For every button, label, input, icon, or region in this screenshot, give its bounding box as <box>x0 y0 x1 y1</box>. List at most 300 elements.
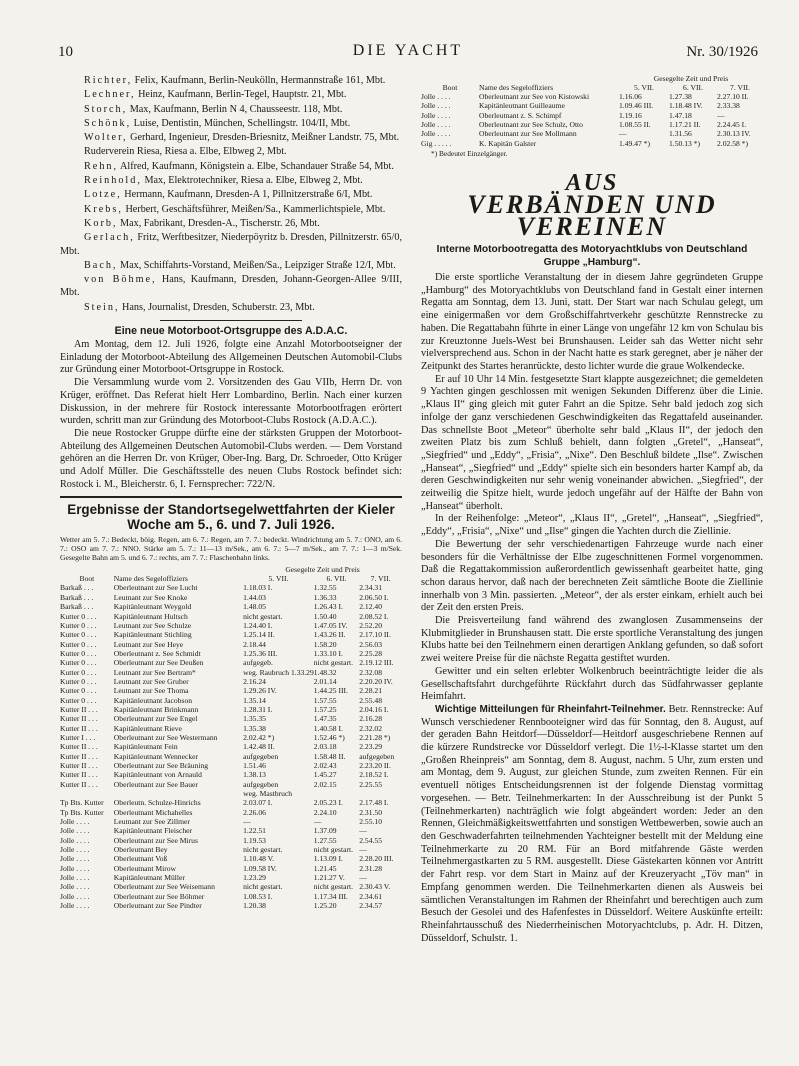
results-section <box>60 502 402 910</box>
time-day1: nicht gestart. <box>243 611 283 621</box>
col-officer: Name des Segeloffiziers <box>479 83 554 92</box>
regatta-paragraph: Die Bewertung der sehr verschiedenartigen Fahrzeuge wurde nach einer besonders für die Verhältnisse der Elbe zugeschnittenen Formel vorgenommen. Daß die Regattakommission außerordentlich gewissenhaft gearbeitet hatte, ging schon daraus hervor, daß nach der berechneten Zeit sämtliche Boote die Ziellinie innerhalb von 3 Min. passierten. „Meteor“, der als erster einkam, erhielt auch bei der Zeit den ersten Preis. <box>421 538 763 614</box>
boat-class: Kutter II . . . <box>60 723 98 733</box>
time-day2: 1.40.58 I. <box>313 723 343 733</box>
time-day1: 1.42.48 II. <box>243 742 275 752</box>
time-day2: 1.57.55 <box>313 695 337 705</box>
officer-name: Kapitänleutnant Weygold <box>113 602 192 612</box>
member-name: Storch, <box>84 103 128 115</box>
table-row <box>60 602 402 611</box>
time-day1: 1.18.03 I. <box>243 583 273 593</box>
time-day1: 1.35.38 <box>243 723 266 733</box>
time-day2: 1.13.09 I. <box>313 854 343 864</box>
left-column <box>60 74 402 911</box>
table-row <box>421 139 763 148</box>
boat-class: Kutter II . . . <box>60 770 98 780</box>
time-day3: 2.17.10 II. <box>359 630 391 640</box>
table-row <box>60 583 402 592</box>
table-row <box>60 882 402 891</box>
boat-class: Kutter 0 . . . <box>60 676 97 686</box>
time-day2: 1.48.32 <box>313 667 337 677</box>
table-row <box>60 761 402 770</box>
time-day2: 1.21.45 <box>313 863 337 873</box>
regatta-heading-line: Gruppe „Hamburg“. <box>543 256 641 268</box>
publication-title: DIE YACHT <box>352 42 464 59</box>
regatta-heading <box>421 244 763 269</box>
boat-class: Kutter II . . . <box>60 714 98 724</box>
regatta-heading-line: Interne Motorbootregatta des Motoryachtklubs von Deutschland <box>436 244 748 256</box>
time-day2: 1.57.25 <box>313 704 337 714</box>
col-day3: 7. VII. <box>370 574 391 584</box>
member-name: Korb, <box>84 217 118 229</box>
boat-class: Gig . . . . . <box>421 138 452 148</box>
member-entry <box>60 160 402 173</box>
issue-number: Nr. 30/1926 <box>686 44 758 60</box>
table-row <box>60 668 402 677</box>
table-row <box>60 845 402 854</box>
officer-name: Oberleutnant Bey <box>113 845 168 855</box>
table-row <box>60 640 402 649</box>
boat-class: Jolle . . . . <box>60 891 90 901</box>
time-day1: 1.19.16 <box>619 110 642 120</box>
boat-class: Jolle . . . . <box>60 854 90 864</box>
officer-name: Leutnant zur See Gruber <box>113 676 189 686</box>
member-details: Max, Elektrotechniker, Riesa a. Elbe, Elbweg 2, Mbt. <box>141 175 363 187</box>
member-entry <box>60 231 402 258</box>
boat-class: Barkaß . . . <box>60 583 94 593</box>
member-details: Gerhard, Ingenieur, Dresden-Briesnitz, Meißner Landstr. 75, Mbt. <box>127 132 400 144</box>
regatta-paragraph: Gewitter und ein selten erlebter Wolkenbruch beeinträchtigte leider die als Gesellschaftsfahrt durchgeführte Rückfahrt durch das Südfahrwasser geplante Heimfahrt. <box>421 665 763 703</box>
table-row <box>60 789 402 798</box>
officer-name: Kapitänleutnant Guilleaume <box>479 101 565 111</box>
officer-name: Oberleutnant Mirow <box>113 863 177 873</box>
boat-class: Kutter 0 . . . <box>60 667 97 677</box>
member-name: von Böhme, <box>84 274 157 286</box>
boat-class: Kutter 0 . . . <box>60 611 97 621</box>
time-day1: 1.24.40 I. <box>243 620 273 630</box>
time-day3: 2.04.16 I. <box>359 704 389 714</box>
time-day1: aufgegeb. <box>243 658 273 668</box>
table-row <box>421 129 763 138</box>
time-day1: 2.02.42 *) <box>243 732 275 742</box>
table-row <box>60 705 402 714</box>
time-day2: 1.43.26 II. <box>313 630 346 640</box>
officer-name: Kapitänleutnant Müller <box>113 873 185 883</box>
time-day3: 2.20.20 IV. <box>359 676 393 686</box>
member-entry <box>60 131 402 144</box>
time-day1: 2.18.44 <box>243 639 266 649</box>
results-title-line: Ergebnisse der Standortsegelwettfahrten der Kieler <box>67 502 395 518</box>
member-details: Fritz, Werftbesitzer, Niederpöyritz b. Dresden, Pillnitzerstr. 65/0, Mbt. <box>60 232 402 257</box>
time-day3: 2.28.20 III. <box>359 854 394 864</box>
member-entry <box>60 74 402 87</box>
table-row <box>421 120 763 129</box>
section-banner <box>421 170 763 242</box>
member-entry <box>60 301 402 314</box>
time-day2: 2.01.14 <box>313 676 337 686</box>
member-entry <box>60 259 402 272</box>
member-name: Wolter, <box>84 132 128 144</box>
member-name: Lechner, <box>84 89 136 101</box>
time-day1: 1.10.48 V. <box>243 854 275 864</box>
time-day1: 1.38.13 <box>243 770 266 780</box>
time-day2: 1.47.18 <box>669 110 692 120</box>
boat-class: Kutter II . . . <box>60 779 98 789</box>
time-day2: 2.24.10 <box>313 807 337 817</box>
officer-name: Oberleutnant Michahelles <box>113 807 193 817</box>
col-boat: Boot <box>79 574 95 584</box>
time-day3: 2.32.02 <box>359 723 382 733</box>
time-day3: 2.21.28 *) <box>359 732 391 742</box>
boat-class: Kutter 0 . . . <box>60 695 97 705</box>
boat-class: Jolle . . . . <box>60 826 90 836</box>
officer-name: Oberleutnant zur See Bauer <box>113 779 198 789</box>
officer-name: Oberleutnant z. See Schmidt <box>113 648 201 658</box>
table-row <box>60 630 402 639</box>
time-day3: — <box>359 826 367 836</box>
results-table-continued <box>421 74 763 148</box>
time-day2: 1.36.33 <box>313 592 337 602</box>
boat-class: Jolle . . . . <box>60 845 90 855</box>
member-name: Lotze, <box>84 189 122 201</box>
boat-class: Jolle . . . . <box>60 901 90 911</box>
time-day3: 2.25.55 <box>359 779 382 789</box>
table-row <box>60 836 402 845</box>
time-day1: 1.20.38 <box>243 901 266 911</box>
time-day1: 2.26.06 <box>243 807 266 817</box>
adac-paragraph: Die Versammlung wurde vom 2. Vorsitzenden des Gau VIIb, Herrn Dr. von Krüger, eröffnet. Das Referat hielt Herr Lombardino, Berlin. Nach einer kurzen Diskussion, in der mehrere für Rostock interessante Motorbootfragen erörtert wurden, schritt man zur Gründung des Motorboot-Clubs Rostock (A.D.A.C.). <box>60 377 402 427</box>
time-day2: 2.02.15 <box>313 779 337 789</box>
time-day2: 1.50.13 *) <box>669 138 701 148</box>
member-entry <box>60 117 402 130</box>
regatta-paragraph: Die erste sportliche Veranstaltung der in diesem Jahre gegründeten Gruppe „Hamburg“ des Motoryachtklubs von Deutschland fand in Gestalt einer internen Regatta am Sonntag, dem 13. Juni, statt. Der Start war nach Schulau gelegt, um eine einigermaßen vor dem Großschiffahrtverkehr geschützte Rennstrecke zu haben. Die Regattabahn führte in einer Länge von ungefähr 12 km von Schulau bis zur Kreuztonne Juels-West bei Brunshausen. Leider sah das Wetter nicht sehr vielversprechend aus. Schon in der Nacht hatte es stark geregnet, aber je näher der Zeitpunkt des Startes heranrückte, desto lichter wurde die graue Wolkendecke. <box>421 272 763 372</box>
boat-class: Tp Bts. Kutter <box>60 807 104 817</box>
table-row <box>421 111 763 120</box>
officer-name: Leutnant zur See Zillmer <box>113 817 190 827</box>
officer-name: Oberleutnant zur See Mirus <box>113 835 198 845</box>
time-day2: 1.17.21 II. <box>669 120 701 130</box>
table-row <box>60 798 402 807</box>
boat-class: Kutter II . . . <box>60 751 98 761</box>
time-day3: 2.27.10 II. <box>717 92 749 101</box>
officer-name: Leutnant zur See Knoke <box>113 592 188 602</box>
boat-class: Barkaß . . . <box>60 602 94 612</box>
table-row <box>60 742 402 751</box>
time-day2: 1.33.10 I. <box>313 648 343 658</box>
boat-class: Kutter 0 . . . <box>60 658 97 668</box>
adac-paragraph: Am Montag, dem 12. Juli 1926, folgte eine Anzahl Motorbootseigner der Einladung der Motorboot-Abteilung des Allgemeinen Deutschen Automobil-Clubs zur Gründung einer Motorboot-Ortsgruppe in Rostock. <box>60 339 402 376</box>
time-day1: 1.08.53 I. <box>243 891 273 901</box>
time-day3: 2.06.50 I. <box>359 592 389 602</box>
time-day3: 2.55.10 <box>359 817 382 827</box>
time-day1: 1.22.51 <box>243 826 266 836</box>
table-row <box>60 873 402 882</box>
adac-article <box>60 325 402 491</box>
time-day2: 1.27.55 <box>313 835 337 845</box>
time-day3: 2.25.28 <box>359 648 382 658</box>
weather-report: Wetter am 5. 7.: Bedeckt, böig. Regen, am 6. 7.: Regen, am 7. 7.: bedeckt. Windrichtung am 5. 7.: ONO, am 6. 7.: OSO am 7. 7.: NNO. Stärke am 5. 7.: 11—13 m/Sek., am 6. 7.: 5—7 m/Sek., am 7. 7.: 1—3 m/Sek. Gesegelte Bahn am 5. und 6. 7.: rechts, am 7. 7.: Flaschenbahn links. <box>60 535 402 563</box>
member-entry <box>60 88 402 101</box>
adac-paragraph: Die neue Rostocker Gruppe dürfte eine der stärksten Gruppen der Motorboot-Abteilung des Allgemeinen Deutschen Automobil-Clubs werden. — Dem Vorstand gehören an die Herren Dr. von Krüger, Ober-Ing. Barg, Dr. Schroeder, Otto Krüger und Adolf Müller. Die Geschäftsstelle des neuen Clubs Rostock befindet sich: Rostock i. M., Bleicherstr. 6, I. Fernsprecher: 722/N. <box>60 427 402 490</box>
table-row <box>60 826 402 835</box>
table-row <box>60 686 402 695</box>
time-day3: 2.28.21 <box>359 686 382 696</box>
time-day3: 2.02.58 *) <box>717 138 749 148</box>
time-day3: 2.56.03 <box>359 639 382 649</box>
time-day2: 1.52.46 *) <box>313 732 345 742</box>
time-day3: 2.32.08 <box>359 667 382 677</box>
table-row <box>60 808 402 817</box>
time-day3: 2.24.45 I. <box>717 120 747 130</box>
rheinfahrt-paragraph <box>421 704 763 945</box>
officer-name: Oberleutnant zur See Weisemann <box>113 882 215 892</box>
boat-class: Kutter II . . . <box>60 742 98 752</box>
time-day1: nicht gestart. <box>243 845 283 855</box>
time-day1: weg. Mastbruch <box>243 789 293 799</box>
member-entry <box>60 145 402 158</box>
time-day2: nicht gestart. <box>313 845 354 855</box>
time-day2: 1.25.20 <box>313 901 337 911</box>
time-day3: 2.33.38 <box>717 101 740 111</box>
time-day2: 1.32.55 <box>313 583 337 593</box>
boat-class: Jolle . . . . <box>60 835 90 845</box>
officer-name: Kapitänleutnant Rieve <box>113 723 182 733</box>
officer-name: Oberleutnant zur See Engel <box>113 714 198 724</box>
time-day2: 1.44.25 III. <box>313 686 348 696</box>
member-name: Richter, <box>84 75 133 86</box>
table-row <box>60 892 402 901</box>
time-day1: 1.35.35 <box>243 714 266 724</box>
table-row <box>60 714 402 723</box>
table-row <box>60 724 402 733</box>
boat-class: Kutter II . . . <box>60 704 98 714</box>
member-details: Max, Schiffahrts-Vorstand, Meißen/Sa., Leipziger Straße 12/I, Mbt. <box>117 259 396 271</box>
officer-name: Oberleutnant zur See Pindter <box>113 901 202 911</box>
time-day2 <box>314 789 359 798</box>
divider <box>60 496 402 498</box>
time-day3 <box>359 789 402 798</box>
results-title-line: Woche am 5., 6. und 7. Juli 1926. <box>127 517 335 533</box>
time-day1: weg. Raubruch 1.33.29 <box>243 667 314 677</box>
member-name: Reinhold, <box>84 175 142 187</box>
time-day3: 2.12.40 <box>359 602 382 612</box>
time-day3: — <box>359 873 367 883</box>
time-day1: 2.03.07 I. <box>243 798 273 808</box>
time-day3: — <box>717 110 725 120</box>
table-footnote: *) Bedeutet Einzelgänger. <box>431 149 508 159</box>
time-prize-header: Gesegelte Zeit und Preis <box>285 565 360 575</box>
table-row <box>60 649 402 658</box>
regatta-paragraph: In der Reihenfolge: „Meteor“, „Klaus II“, „Gretel“, „Hanseat“, „Siegfried“, „Eddy“, „Frisia“, „Nixe“ und „Ilse“ gingen die Yachten durch die Ziellinie. <box>421 513 763 538</box>
time-day2: 1.17.34 III. <box>313 891 348 901</box>
time-day1: 2.16.24 <box>243 676 266 686</box>
boat-class: Jolle . . . . <box>60 882 90 892</box>
member-name: Schönk, <box>84 117 132 129</box>
time-day2: 1.31.56 <box>669 129 692 139</box>
officer-name: Oberleutnant zur See Westermann <box>113 732 218 742</box>
officer-name: Kapitänleutnant Jacobson <box>113 695 193 705</box>
time-day1: 1.23.29 <box>243 873 266 883</box>
member-details: Luise, Dentistin, München, Schellingstr. 104/II, Mbt. <box>131 117 351 129</box>
col-officer: Name des Segeloffiziers <box>113 574 188 584</box>
member-name: Rehn, <box>84 160 119 172</box>
time-day3: 2.23.29 <box>359 742 382 752</box>
time-day2: 1.21.27 V. <box>313 873 345 883</box>
divider <box>160 320 302 321</box>
section-banner-line: VERBÄNDEN UND VEREINEN <box>467 190 717 242</box>
table-row <box>60 696 402 705</box>
results-table <box>60 565 402 910</box>
time-day3: 2.19.12 III. <box>359 658 394 668</box>
time-day1: 1.49.47 *) <box>619 138 651 148</box>
member-entry <box>60 203 402 216</box>
officer-name: Kapitänleutnant Brinkmann <box>113 704 199 714</box>
member-name: Krebs, <box>84 203 123 215</box>
table-row <box>60 901 402 910</box>
member-name: Bach, <box>84 259 118 271</box>
time-day2: 1.37.09 <box>313 826 337 836</box>
time-day3: 2.52.20 <box>359 620 382 630</box>
boat-class: Kutter 0 . . . <box>60 639 97 649</box>
time-day3: — <box>359 845 367 855</box>
time-day1: 1.19.53 <box>243 835 266 845</box>
time-day1: — <box>243 817 251 827</box>
time-day3: 2.34.61 <box>359 891 382 901</box>
time-day1: 1.08.55 II. <box>619 120 651 130</box>
time-day3: 2.54.55 <box>359 835 382 845</box>
officer-name: Kapitänleutnant von Arnauld <box>113 770 202 780</box>
time-day3: 2.08.52 I. <box>359 611 389 621</box>
boat-class: Jolle . . . . <box>421 110 451 120</box>
right-column <box>421 74 763 945</box>
time-day3: 2.16.28 <box>359 714 382 724</box>
member-details: Heinz, Kaufmann, Berlin-Tegel, Hauptstr. 21, Mbt. <box>135 89 347 101</box>
officer-name <box>114 789 243 798</box>
officer-name: Kapitänleutnant Hultsch <box>113 611 188 621</box>
col-day1: 5. VII. <box>268 574 289 584</box>
boat-class: Jolle . . . . <box>421 129 451 139</box>
time-day2: 1.58.48 II. <box>313 751 346 761</box>
time-day1: 1.48.05 <box>243 602 266 612</box>
results-title <box>60 502 402 532</box>
time-day1: 1.51.46 <box>243 761 266 771</box>
col-day2: 6. VII. <box>683 83 703 92</box>
officer-name: K. Kapitän Galster <box>479 138 537 148</box>
officer-name: Leutnant zur See Thoma <box>113 686 189 696</box>
table-row <box>60 621 402 630</box>
rheinfahrt-heading: Wichtige Mitteilungen für Rheinfahrt-Teilnehmer. <box>435 703 666 715</box>
boat-class: Jolle . . . . <box>421 120 451 130</box>
boat-class: Kutter 0 . . . <box>60 620 97 630</box>
officer-name: Oberleutnant zur See von Kistowski <box>479 92 590 101</box>
time-day1: 1.28.31 I. <box>243 704 273 714</box>
time-day3: 2.18.52 I. <box>359 770 389 780</box>
table-row <box>60 593 402 602</box>
time-day2: nicht gestart. <box>313 658 354 668</box>
member-entry <box>60 273 402 300</box>
officer-name: Kapitänleutnant Fein <box>113 742 178 752</box>
member-details: Herbert, Geschäftsführer, Meißen/Sa., Kammerlichtspiele, Mbt. <box>122 203 386 215</box>
time-day2: 1.58.20 <box>313 639 337 649</box>
member-details: Ruderverein Riesa, Riesa a. Elbe, Elbweg 2, Mbt. <box>84 146 287 158</box>
time-day3: 2.55.48 <box>359 695 382 705</box>
table-row <box>60 817 402 826</box>
member-details: Max, Fabrikant, Dresden-A., Tischerstr. 26, Mbt. <box>117 217 320 229</box>
member-entry <box>60 188 402 201</box>
time-day1: aufgegeben <box>243 751 279 761</box>
time-day2: 1.50.40 <box>313 611 337 621</box>
page-header <box>58 40 758 64</box>
officer-name: Oberleutnant zur See Mollmann <box>479 129 577 139</box>
officer-name: Kapitänleutnant Fleischer <box>113 826 193 836</box>
officer-name: Oberleutnant Voß <box>113 854 168 864</box>
table-row <box>60 770 402 779</box>
time-day2: 1.18.48 IV. <box>669 101 703 111</box>
table-row <box>421 92 763 101</box>
regatta-paragraph: Die Preisverteilung fand während des zwanglosen Zusammenseins der Klubmitglieder in Brunshausen statt. Die erste sportliche Veranstaltung des jungen Klubs hatte bei den Teilnehmern einen derartigen Anklang gefunden, so daß sofort zwei weitere Preise für die nächste Regatta gestiftet wurden. <box>421 615 763 665</box>
boat-class: Barkaß . . . <box>60 592 94 602</box>
time-day1: 1.09.46 III. <box>619 101 654 111</box>
adac-heading: Eine neue Motorboot-Ortsgruppe des A.D.A.C. <box>114 325 348 338</box>
time-day2: 1.27.38 <box>669 92 692 101</box>
time-day1: nicht gestart. <box>243 882 283 892</box>
boat-class: Kutter 0 . . . <box>60 686 97 696</box>
boat-class: Kutter I . . . <box>60 732 96 742</box>
boat-class: Jolle . . . . <box>60 817 90 827</box>
member-details: Alfred, Kaufmann, Königstein a. Elbe, Schandauer Straße 54, Mbt. <box>118 160 394 172</box>
boat-class: Jolle . . . . <box>60 873 90 883</box>
section-banner-line: AUS <box>565 170 619 197</box>
col-day3: 7. VII. <box>730 83 750 92</box>
time-day1: 1.35.14 <box>243 695 266 705</box>
member-details: Hermann, Kaufmann, Dresden-A 1, Pillnitzerstraße 6/I, Mbt. <box>121 189 373 201</box>
table-row <box>60 677 402 686</box>
time-day1: 1.29.26 IV. <box>243 686 277 696</box>
officer-name: Oberleutnant zur See Lucht <box>113 583 198 593</box>
member-name: Stein, <box>84 301 120 313</box>
time-day1: — <box>619 129 627 139</box>
time-day3: 2.17.48 I. <box>359 798 389 808</box>
time-day3: 2.30.13 IV. <box>717 129 751 139</box>
time-day2: nicht gestart. <box>313 882 354 892</box>
time-day2: 2.05.23 I. <box>313 798 343 808</box>
time-day3: 2.23.20 II. <box>359 761 391 771</box>
time-day2: 2.03.18 <box>313 742 337 752</box>
officer-name: Leutnant zur See Schulze <box>113 620 192 630</box>
boat-class: Jolle . . . . <box>421 101 451 111</box>
col-boat: Boot <box>442 83 458 92</box>
time-day2: 2.02.43 <box>313 761 337 771</box>
time-day1: 1.25.36 III. <box>243 648 278 658</box>
boat-class: Jolle . . . . <box>60 863 90 873</box>
time-day3: 2.31.28 <box>359 863 382 873</box>
boat-class: Tp Bts. Kutter <box>60 798 104 808</box>
boat-class: Kutter II . . . <box>60 761 98 771</box>
officer-name: Kapitänleutnant Stichling <box>113 630 192 640</box>
time-day2: 1.47.35 <box>313 714 337 724</box>
officer-name: Leutnant zur See Bertram* <box>113 667 196 677</box>
officer-name: Oberleutnant zur See Böhmer <box>113 891 205 901</box>
time-day2: 1.45.27 <box>313 770 337 780</box>
page-number: 10 <box>58 44 73 60</box>
time-day3: 2.34.57 <box>359 901 382 911</box>
boat-class: Kutter 0 . . . <box>60 648 97 658</box>
officer-name: Oberleutnant zur See Bräuning <box>113 761 209 771</box>
table-row <box>60 612 402 621</box>
officer-name: Kapitänleutnant Wennecker <box>113 751 199 761</box>
table-row <box>60 752 402 761</box>
regatta-paragraph: Er auf 10 Uhr 14 Min. festgesetzte Start klappte ausgezeichnet; die gemeldeten 9 Yachten gingen geschlossen mit wenigen Sekunden Differenz über die Linie. „Klaus II“ ging gleich mit guter Fahrt an die Spitze. Sehr bald jedoch zog sich infolge der ganz verschiedenen Geschwindigkeiten das Regattafeld auseinander. Das schnellste Boot „Meteor“ überholte sehr bald „Klaus II“, der jedoch den zweiten Platz bis zum Schluß behielt, dann folgten „Gretel“, „Hanseat“, „Siegfried“ und „Eddy“, „Frisia“, „Nixe“. Den Beschluß bildete „Ilse“. Zwischen „Hanseat“, „Siegfried“ und „Eddy“ spielte sich ein besonders harter Kampf ab, da deren Geschwindigkeiten nur sehr wenig voneinander abwichen. „Siegfried“, der zeitweilig die Spitze hielt, wurde jedoch ungefähr auf der Hälfte der Bahn von „Hanseat“ überholt. <box>421 373 763 512</box>
